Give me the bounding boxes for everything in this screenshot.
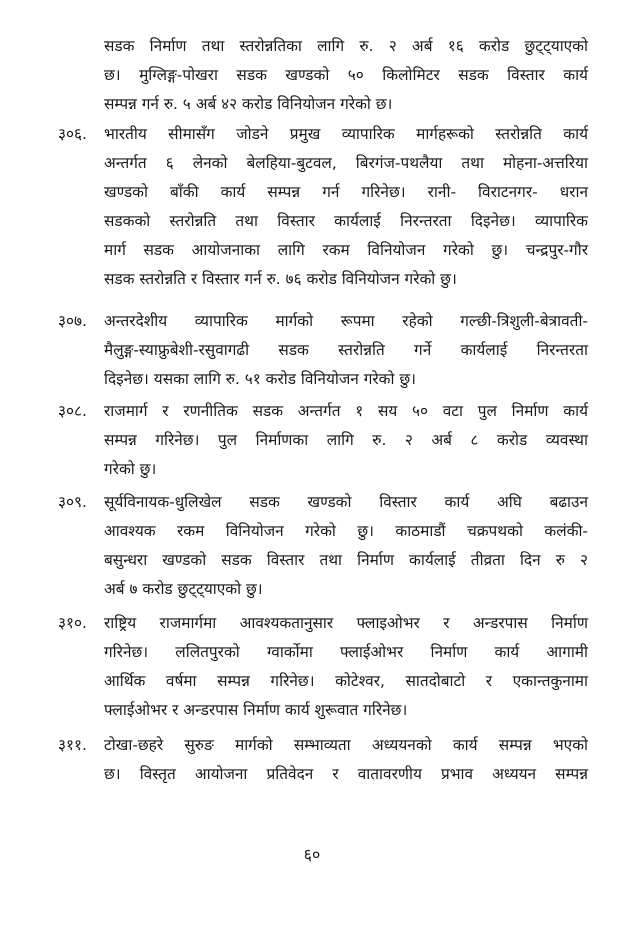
paragraph-number: ३०७. — [58, 312, 87, 330]
paragraph-line: आवश्यक रकम विनियोजन गरेको छु। काठमाडौं चक्रपथको कलंकी- — [104, 522, 588, 540]
paragraph-line: सडक निर्माण तथा स्तरोन्नतिका लागि रु. २ अर्ब १६ करोड छुट्ट्याएको — [104, 37, 588, 55]
page-number: ६० — [303, 845, 321, 864]
paragraph-line: टोखा-छहरे सुरुङ मार्गको सम्भाव्यता अध्ययनको कार्य सम्पन्न भएको — [104, 736, 588, 754]
paragraph-line: अन्तर्गत ६ लेनको बेलहिया-बुटवल, बिरगंज-पथलैया तथा मोहना-अत्तरिया — [104, 154, 588, 172]
paragraph-number: ३०६. — [58, 125, 87, 143]
paragraph-307 — [58, 307, 588, 394]
paragraph-number: ३११. — [58, 736, 87, 754]
paragraph-line: सडक स्तरोन्नति र विस्तार गर्न रु. ७६ करोड विनियोजन गरेको छु। — [104, 270, 457, 288]
paragraph-line: मार्ग सडक आयोजनाका लागि रकम विनियोजन गरेको छु। चन्द्रपुर-गौर — [104, 241, 588, 259]
paragraph-line: राष्ट्रिय राजमार्गमा आवश्यकतानुसार फ्लाइओभर र अन्डरपास निर्माण — [104, 614, 588, 632]
paragraph-line: सम्पन्न गर्न रु. ५ अर्ब ४२ करोड विनियोजन गरेको छ। — [104, 95, 393, 113]
paragraph-line: फ्लाईओभर र अन्डरपास निर्माण कार्य शुरूवात गरिनेछ। — [104, 701, 408, 719]
paragraph-310 — [58, 609, 588, 725]
paragraph-line: आर्थिक वर्षमा सम्पन्न गरिनेछ। कोटेश्वर, सातदोबाटो र एकान्तकुनामा — [104, 672, 588, 690]
paragraph-311 — [58, 731, 588, 789]
paragraph-line: अर्ब ७ करोड छुट्ट्याएको छु। — [104, 580, 263, 598]
paragraph-continuation — [58, 32, 588, 119]
paragraph-line: गरेको छु। — [104, 460, 157, 478]
paragraph-number: ३१०. — [58, 614, 87, 632]
paragraph-line: छ। मुग्लिङ्ग-पोखरा सडक खण्डको ५० किलोमिटर सडक विस्तार कार्य — [104, 66, 588, 84]
paragraph-line: दिइनेछ। यसका लागि रु. ५१ करोड विनियोजन गरेको छु। — [104, 370, 416, 388]
paragraph-line: गरिनेछ। ललितपुरको ग्वार्कोमा फ्लाईओभर निर्माण कार्य आगामी — [104, 643, 588, 661]
paragraph-line: भारतीय सीमासँग जोडने प्रमुख व्यापारिक मार्गहरूको स्तरोन्नति कार्य — [104, 125, 588, 143]
paragraph-line: खण्डको बाँकी कार्य सम्पन्न गर्न गरिनेछ। रानी- विराटनगर- धरान — [104, 183, 588, 201]
paragraph-line: बसुन्धरा खण्डको सडक विस्तार तथा निर्माण कार्यलाई तीव्रता दिन रु २ — [104, 551, 588, 569]
paragraph-line: अन्तरदेशीय व्यापारिक मार्गको रूपमा रहेको गल्छी-त्रिशुली-बेत्रावती- — [104, 312, 588, 330]
paragraph-306 — [58, 120, 588, 294]
paragraph-line: छ। विस्तृत आयोजना प्रतिवेदन र वातावरणीय प्रभाव अध्ययन सम्पन्न — [104, 765, 588, 783]
paragraph-number: ३०९. — [58, 493, 87, 511]
paragraph-line: राजमार्ग र रणनीतिक सडक अन्तर्गत १ सय ५० वटा पुल निर्माण कार्य — [104, 402, 588, 420]
paragraph-line: सम्पन्न गरिनेछ। पुल निर्माणका लागि रु. २ अर्ब ८ करोड व्यवस्था — [104, 431, 588, 449]
paragraph-line: सूर्यविनायक-धुलिखेल सडक खण्डको विस्तार कार्य अघि बढाउन — [104, 493, 588, 511]
paragraph-line: मैलुङ्ग-स्याफ्रुबेशी-रसुवागढी सडक स्तरोन्नति गर्ने कार्यलाई निरन्तरता — [104, 341, 588, 359]
paragraph-308 — [58, 397, 588, 484]
paragraph-line: सडकको स्तरोन्नति तथा विस्तार कार्यलाई निरन्तरता दिइनेछ। व्यापारिक — [104, 212, 588, 230]
paragraph-309 — [58, 488, 588, 604]
paragraph-number: ३०८. — [58, 402, 87, 420]
